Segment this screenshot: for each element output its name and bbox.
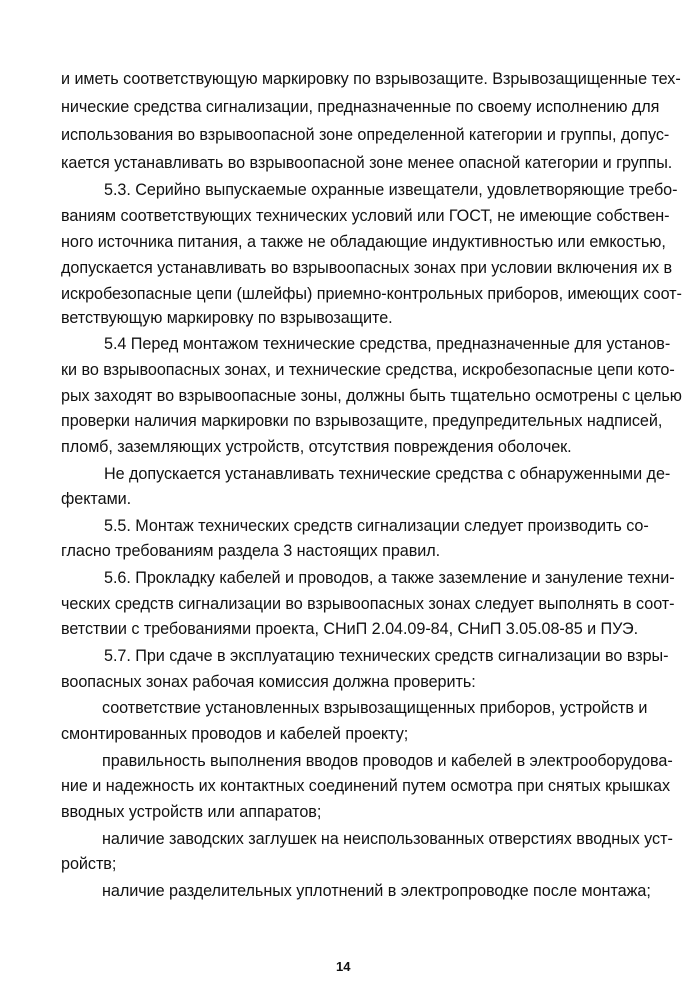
text-line: проверки наличия маркировки по взрывозащите, предупредительных надписей,: [61, 412, 663, 430]
text-line: ческих средств сигнализации во взрывоопасных зонах следует выполнять в соот-: [61, 595, 675, 613]
text-line: ки во взрывоопасных зонах, и технические средства, искробезопасные цепи кото-: [61, 361, 675, 379]
text-line: допускается устанавливать во взрывоопасных зонах при условии включения их в: [61, 259, 673, 277]
text-line: вводных устройств или аппаратов;: [61, 803, 322, 821]
text-line: использования во взрывоопасной зоне определенной категории и группы, допус-: [61, 126, 670, 144]
text-line: 5.7. При сдаче в эксплуатацию технических средств сигнализации во взры-: [104, 647, 669, 665]
text-line: 5.3. Серийно выпускаемые охранные извещатели, удовлетворяющие требо-: [104, 181, 678, 199]
text-line: наличие заводских заглушек на неиспользованных отверстиях вводных уст-: [102, 830, 673, 848]
text-line: воопасных зонах рабочая комиссия должна проверить:: [61, 673, 476, 691]
text-line: ного источника питания, а также не обладающие индуктивностью или емкостью,: [61, 233, 666, 251]
text-line: наличие разделительных уплотнений в электропроводке после монтажа;: [102, 882, 651, 900]
text-line: искробезопасные цепи (шлейфы) приемно-контрольных приборов, имеющих соот-: [61, 285, 682, 303]
text-line: гласно требованиям раздела 3 настоящих правил.: [61, 542, 441, 560]
text-line: нические средства сигнализации, предназначенные по своему исполнению для: [61, 98, 660, 116]
text-line: ройств;: [61, 855, 117, 873]
text-line: ваниям соответствующих технических условий или ГОСТ, не имеющие собствен-: [61, 207, 670, 225]
text-line: 5.4 Перед монтажом технические средства, предназначенные для установ-: [104, 335, 671, 353]
text-line: пломб, заземляющих устройств, отсутствия повреждения оболочек.: [61, 438, 572, 456]
text-line: рых заходят во взрывоопасные зоны, должны быть тщательно осмотрены с целью: [61, 387, 682, 405]
text-line: ветствии с требованиями проекта, СНиП 2.04.09-84, СНиП 3.05.08-85 и ПУЭ.: [61, 620, 639, 638]
text-line: правильность выполнения вводов проводов и кабелей в электрооборудова-: [102, 752, 673, 770]
text-line: Не допускается устанавливать технические средства с обнаруженными де-: [104, 465, 671, 483]
page-number: 14: [336, 959, 351, 974]
text-line: 5.6. Прокладку кабелей и проводов, а также заземление и зануление техни-: [104, 569, 675, 587]
text-line: кается устанавливать во взрывоопасной зоне менее опасной категории и группы.: [61, 154, 673, 172]
text-line: смонтированных проводов и кабелей проекту;: [61, 725, 409, 743]
text-line: и иметь соответствующую маркировку по взрывозащите. Взрывозащищенные тех-: [61, 70, 681, 88]
text-line: соответствие установленных взрывозащищенных приборов, устройств и: [102, 699, 648, 717]
text-line: фектами.: [61, 490, 132, 508]
text-line: ние и надежность их контактных соединений путем осмотра при снятых крышках: [61, 777, 671, 795]
text-line: ветствующую маркировку по взрывозащите.: [61, 309, 393, 327]
text-line: 5.5. Монтаж технических средств сигнализации следует производить со-: [104, 517, 649, 535]
